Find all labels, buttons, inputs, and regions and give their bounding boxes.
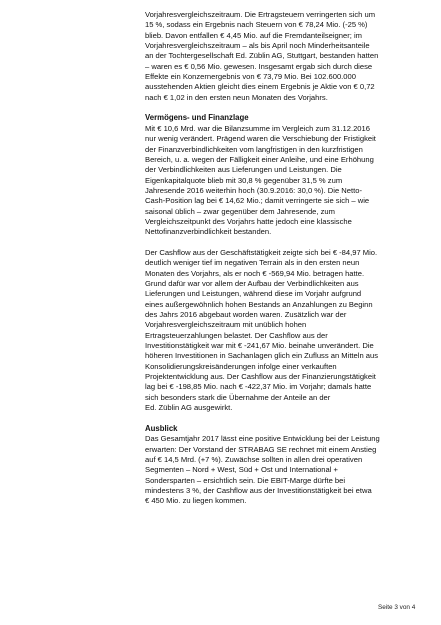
paragraph-outlook (145, 434, 427, 506)
document-body (145, 10, 427, 507)
text-line: des Jahrs 2016 abgebaut worden waren. Zusätzlich war der (145, 310, 347, 320)
text-line: auf € 14,5 Mrd. (+7 %). Zuwächse sollten in allen drei operativen (145, 454, 363, 464)
text-line: Das Gesamtjahr 2017 lässt eine positive Entwicklung bei der Leistung (145, 434, 380, 444)
text-line: – waren es € 0,56 Mio. gewesen. Insgesamt ergab sich durch diese (145, 61, 373, 71)
text-line: Jahresende 2016 weiterhin hoch (30.9.2016: 30,0 %). Die Netto- (145, 185, 362, 195)
text-line: Der Cashflow aus der Geschäftstätigkeit zeigte sich bei € -84,97 Mio. (145, 248, 378, 257)
text-line: Vergleichszeitpunkt des Vorjahrs hatte jedoch eine klassische (145, 216, 352, 226)
text-line: eines außergewöhnlich hohen Bestands an Anzahlungen zu Beginn (145, 299, 373, 309)
page-number: Seite 3 von 4 (378, 604, 416, 611)
text-line: Vorjahresvergleichszeitraum – als bis April noch Minderheitsanteile (145, 41, 370, 51)
text-line: lag bei € -198,85 Mio. nach € -422,37 Mio. im Vorjahr; damals hatte (145, 382, 372, 392)
text-line: Projektentwicklung aus. Der Cashflow aus der Finanzierungstätigkeit (145, 372, 376, 382)
text-line: Eigenkapitalquote blieb mit 30,8 % gegenüber 31,5 % zum (145, 175, 343, 185)
text-line: deutlich weniger tief im negativen Terrain als in den ersten neun (145, 258, 360, 268)
text-line: saisonal üblich – zwar gegenüber dem Jahresende, zum (145, 206, 335, 216)
text-line: Effekte ein Konzernergebnis von € 73,79 Mio. Bei 102.600.000 (145, 72, 356, 82)
text-line: Bereich, u. a. wegen der Fälligkeit einer Anleihe, und eine Erhöhung (145, 154, 374, 164)
text-line: Vorjahresvergleichszeitraum. Die Ertragsteuern verringerten sich um (145, 10, 376, 19)
text-line: Vorjahresvergleichszeitraum mit unüblich hohen (145, 320, 307, 330)
text-line: an der Tochtergesellschaft Ed. Züblin AG, Stuttgart, bestanden hatten (145, 51, 379, 61)
section-heading-outlook: Ausblick (145, 423, 178, 433)
text-line: Segmenten – Nord + West, Süd + Ost und International + (145, 465, 338, 475)
text-line: Ertragsteuerzahlungen belastet. Der Cashflow aus der (145, 330, 328, 340)
text-line: Lieferungen und Leistungen, während diese im Vorjahr aufgrund (145, 289, 362, 299)
text-line: Grund dafür war vor allem der Aufbau der Verbindlichkeiten aus (145, 279, 359, 289)
paragraph-earnings (145, 10, 427, 103)
text-line: nur wenig verändert. Prägend waren die Verschiebung der Fristigkeit (145, 134, 376, 144)
text-line: Ed. Züblin AG ausgewirkt. (145, 403, 233, 413)
paragraph-balance-sheet (145, 124, 427, 238)
text-line: erwarten: Der Vorstand der STRABAG SE rechnet mit einem Anstieg (145, 444, 377, 454)
text-line: Cash-Position lag bei € 14,62 Mio.; damit verringerte sie sich – wie (145, 196, 370, 206)
text-line: Konsolidierungskreisänderungen infolge einer verkauften (145, 361, 337, 371)
text-line: Sondersparten – ersichtlich sein. Die EBIT-Marge dürfte bei (145, 475, 346, 485)
text-line: Monaten des Vorjahrs, als er noch € -569,94 Mio. betragen hatte. (145, 268, 365, 278)
text-line: Nettofinanzverbindlichkeit bestanden. (145, 227, 272, 237)
text-line: € 450 Mio. zu liegen kommen. (145, 496, 247, 506)
text-line: 15 %, sodass ein Ergebnis nach Steuern von € 78,24 Mio. (-25 %) (145, 20, 368, 30)
section-heading-financial-position: Vermögens- und Finanzlage (145, 113, 249, 123)
text-line: Investitionstätigkeit war mit € -241,67 Mio. beinahe unverändert. Die (145, 341, 374, 351)
text-line: sich besonders stark die Übernahme der Anteile an der (145, 392, 331, 402)
text-line: der Finanzverbindlichkeiten vom langfristigen in den kurzfristigen (145, 144, 363, 154)
text-line: blieb. Davon entfallen € 4,45 Mio. auf die Fremdanteilseigner; im (145, 30, 362, 40)
text-line: ausstehenden Aktien gleicht dies einem Ergebnis je Aktie von € 0,72 (145, 82, 375, 92)
paragraph-cashflow (145, 248, 427, 414)
text-line: der Verbindlichkeiten aus Lieferungen und Leistungen. Die (145, 165, 342, 175)
text-line: Mit € 10,6 Mrd. war die Bilanzsumme im Vergleich zum 31.12.2016 (145, 123, 370, 133)
text-line: höheren Investitionen in Sachanlagen glich ein Zufluss an Mitteln aus (145, 351, 379, 361)
text-line: nach € 1,02 in den ersten neun Monaten des Vorjahrs. (145, 92, 328, 102)
text-line: mindestens 3 %, der Cashflow aus der Investitionstätigkeit bei etwa (145, 485, 372, 495)
